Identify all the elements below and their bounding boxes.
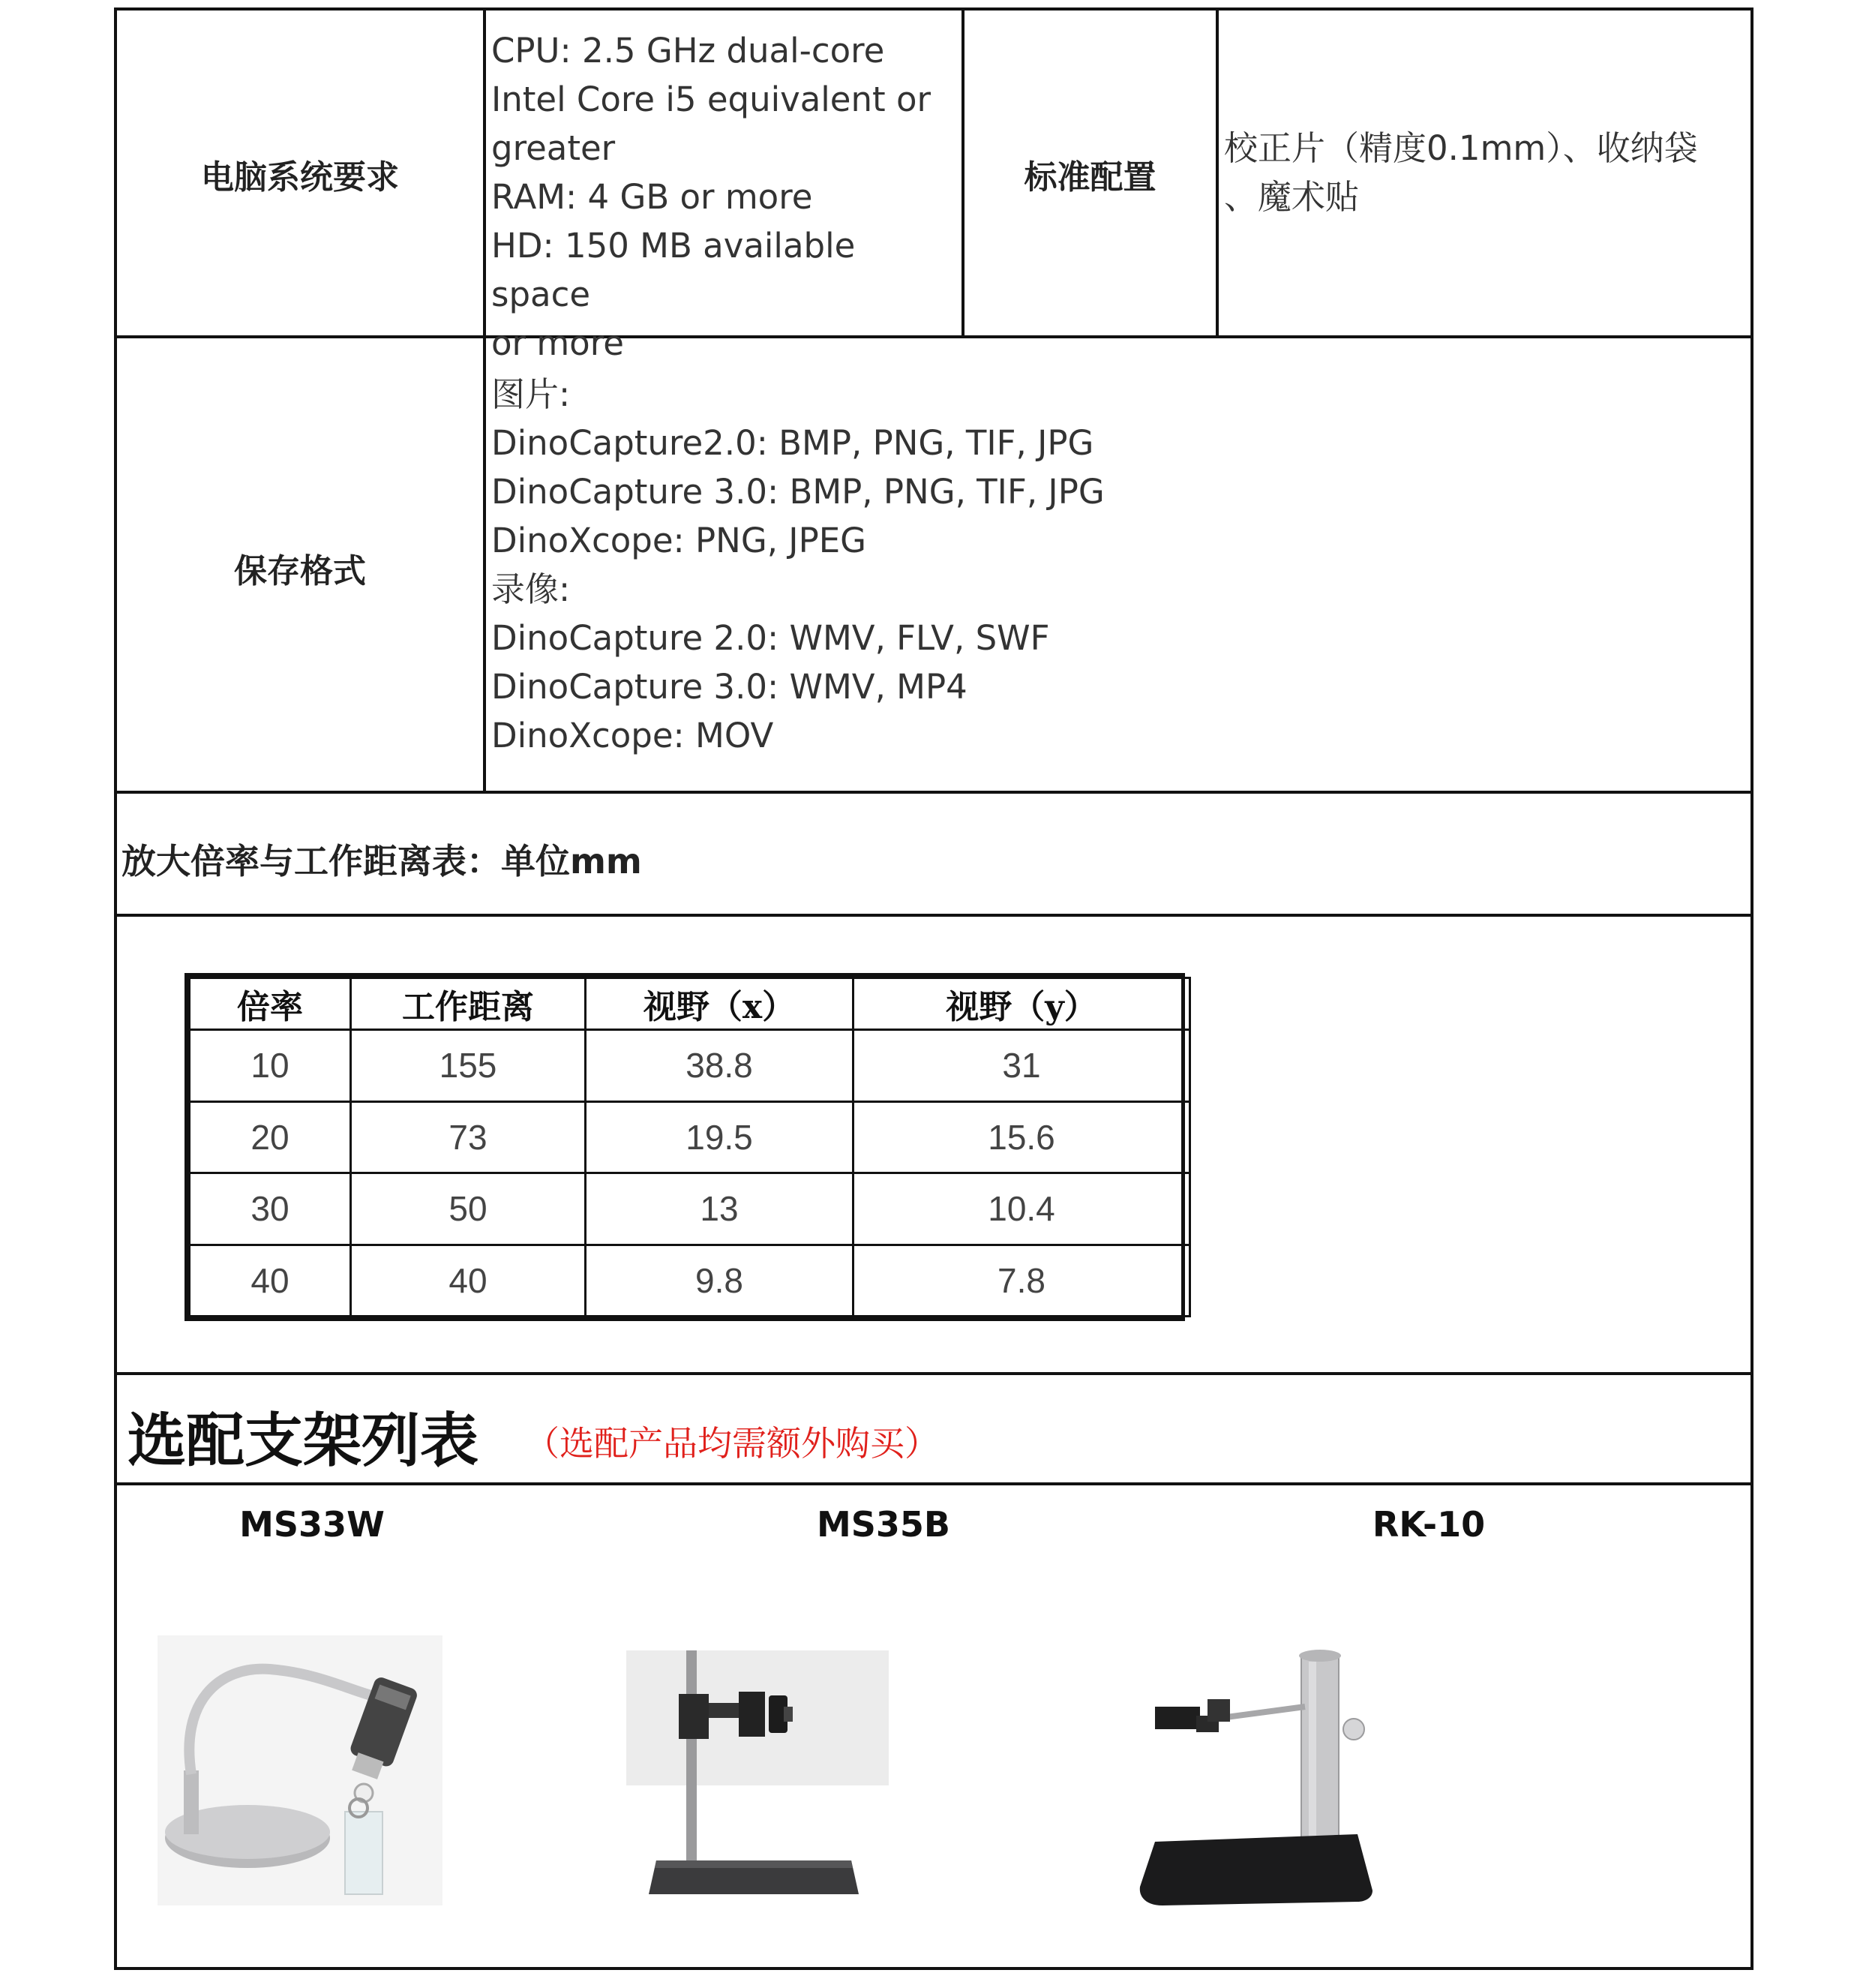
row-divider xyxy=(114,1372,1754,1375)
magnification-heading: 放大倍率与工作距离表：单位mm xyxy=(122,841,642,881)
save-format-label: 保存格式 xyxy=(234,552,366,590)
stand-name-ms33w: MS33W xyxy=(239,1504,385,1545)
table-cell: 15.6 xyxy=(854,1101,1190,1173)
stand-name-rk10: RK-10 xyxy=(1372,1504,1486,1545)
table-cell: 38.8 xyxy=(586,1030,854,1102)
standard-config-value: 校正片（精度0.1mm）、收纳袋 、魔术贴 xyxy=(1224,128,1698,217)
table-cell: 30 xyxy=(190,1173,351,1245)
standard-config-label: 标准配置 xyxy=(1024,158,1156,197)
table-row xyxy=(190,1173,1190,1245)
stand-list-title: 选配支架列表 xyxy=(128,1407,479,1475)
table-cell: 13 xyxy=(586,1173,854,1245)
table-cell: 50 xyxy=(351,1173,586,1245)
column-header-working-distance: 工作距离 xyxy=(351,978,586,1030)
rk10-stand-image xyxy=(1132,1647,1372,1917)
row-divider xyxy=(114,914,1754,917)
table-cell: 9.8 xyxy=(586,1245,854,1317)
table-cell: 10 xyxy=(190,1030,351,1102)
table-cell: 31 xyxy=(854,1030,1190,1102)
column-header-magnification: 倍率 xyxy=(190,978,351,1030)
table-cell: 40 xyxy=(190,1245,351,1317)
table-cell: 19.5 xyxy=(586,1101,854,1173)
table-header-row xyxy=(190,978,1190,1030)
column-divider xyxy=(483,8,486,792)
stand-list-note: （选配产品均需额外购买） xyxy=(525,1423,939,1464)
ms35b-stand-image xyxy=(626,1650,889,1905)
column-divider xyxy=(1216,8,1219,337)
column-header-fov-y: 视野（y） xyxy=(854,978,1190,1030)
stand-name-ms35b: MS35B xyxy=(817,1504,950,1545)
table-cell: 10.4 xyxy=(854,1173,1190,1245)
table-row xyxy=(190,1245,1190,1317)
save-format-value: 图片: DinoCapture2.0: BMP, PNG, TIF, JPG DinoCapture 3.0: BMP, PNG, TIF, JPG DinoXcope: PNG, JPEG 录像: DinoCapture 2.0: WMV, FLV, SWF DinoCapture 3.0: WMV, MP4 DinoXcope: MOV xyxy=(491,374,1105,755)
table-row xyxy=(190,1101,1190,1173)
table-cell: 155 xyxy=(351,1030,586,1102)
table-cell: 73 xyxy=(351,1101,586,1173)
table-cell: 20 xyxy=(190,1101,351,1173)
magnification-table xyxy=(184,973,1185,1321)
row-divider xyxy=(114,791,1754,794)
table-cell: 7.8 xyxy=(854,1245,1190,1317)
system-requirements-value: CPU: 2.5 GHz dual-core Intel Core i5 equivalent or greater RAM: 4 GB or more HD: 150 MB available space or more xyxy=(491,31,931,363)
system-requirements-label: 电脑系统要求 xyxy=(201,158,399,197)
table-cell: 40 xyxy=(351,1245,586,1317)
column-header-fov-x: 视野（x） xyxy=(586,978,854,1030)
table-row xyxy=(190,1030,1190,1102)
ms33w-stand-image xyxy=(158,1635,442,1905)
row-divider xyxy=(114,1482,1754,1485)
